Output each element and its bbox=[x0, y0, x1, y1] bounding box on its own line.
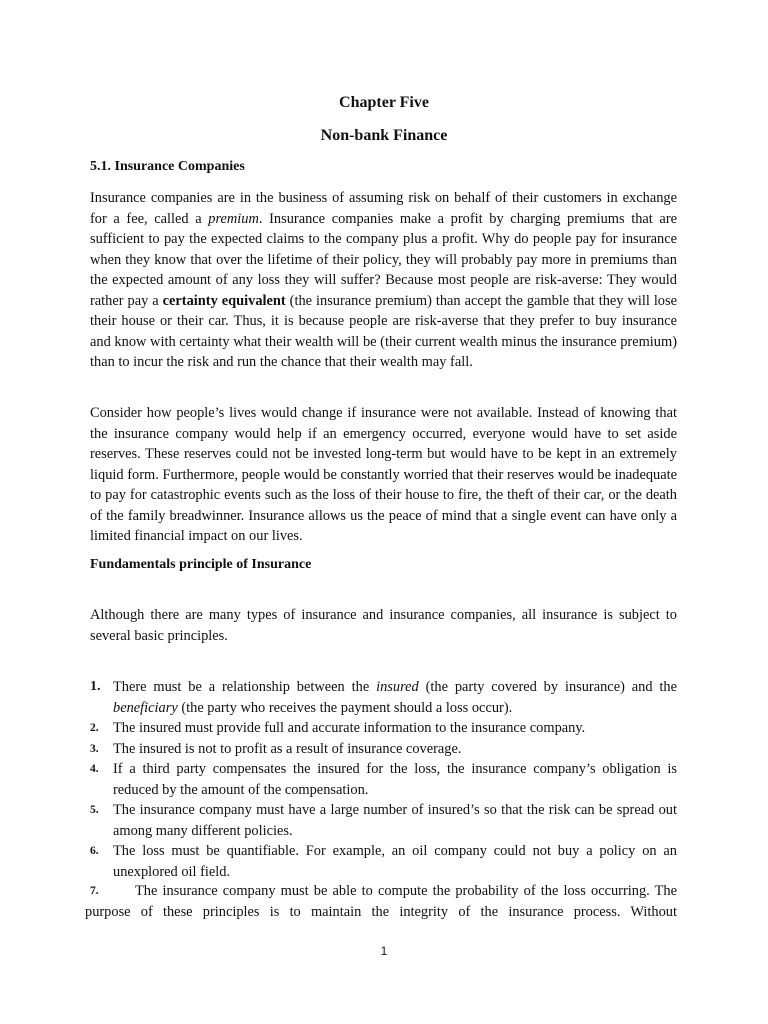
list-item-text: The insured is not to profit as a result of insurance coverage. bbox=[113, 740, 462, 757]
list-item: 1. There must be a relationship between the insured (the party covered by insurance) and the beneficiary (the party who receives the payment should a loss occur). bbox=[90, 679, 677, 716]
list-item-number: 6. bbox=[90, 845, 99, 857]
principles-intro: Although there are many types of insurance and insurance companies, all insurance is subject to several basic principles. bbox=[90, 607, 677, 644]
list-item-number: 3. bbox=[90, 742, 99, 755]
list-item bbox=[90, 841, 677, 882]
page-number: 1 bbox=[380, 944, 388, 958]
paragraph-insurance-intro: Insurance companies are in the business of assuming risk on behalf of their customers in exchange for a fee, called a premium. Insurance companies make a profit by charging premiums that are sufficient to pay the expected claims to the company plus a profit. Why do people pay for insurance when they know that over the lifetime of their policy, they will probably pay more in premiums than the expected amount of any loss they will suffer? Because most people are risk-averse: They would rather pay a certainty equivalent (the insurance premium) than accept the gamble that they will lose their house or their car. Thus, it is because people are risk-averse that they prefer to buy insurance and know with certainty what their wealth will be (their current wealth minus the insurance premium) than to incur the risk and run the chance that their wealth may fall. bbox=[90, 190, 678, 370]
continuation-text: The purpose of these principles is to maintain the integrity of the insurance process. Without bbox=[85, 883, 677, 920]
principles-list bbox=[90, 677, 677, 882]
list-item bbox=[90, 800, 677, 841]
principles-heading: Fundamentals principle of Insurance bbox=[90, 557, 312, 572]
list-item-text: The insured must provide full and accurate information to the insurance company. bbox=[113, 720, 586, 736]
section-heading: 5.1. Insurance Companies bbox=[90, 159, 245, 174]
list-item-7 bbox=[85, 881, 677, 922]
chapter-subtitle: Non-bank Finance bbox=[320, 127, 448, 144]
list-item bbox=[90, 759, 677, 800]
list-item-number: 1. bbox=[90, 679, 101, 694]
list-item-number: 2. bbox=[90, 722, 99, 734]
chapter-title: Chapter Five bbox=[339, 94, 429, 111]
list-item-text: The loss must be quantifiable. For example, an oil company could not buy a policy on an unexplored oil field. bbox=[113, 843, 677, 880]
list-item-number: 5. bbox=[90, 804, 99, 816]
list-item-text: The insurance company must have a large number of insured’s so that the risk can be spread out among many different policies. bbox=[113, 802, 677, 839]
term-certainty-equivalent: certainty equivalent bbox=[162, 292, 286, 309]
list-item-text: The insurance company must be able to compute the probability of the loss occurring. bbox=[135, 883, 650, 899]
list-item-text: If a third party compensates the insured for the loss, the insurance company’s obligation is reduced by the amount of the compensation. bbox=[113, 761, 677, 798]
list-item-number: 7. bbox=[90, 885, 99, 897]
list-item bbox=[90, 739, 677, 760]
list-item bbox=[90, 718, 677, 739]
paragraph-without-insurance: Consider how people’s lives would change if insurance were not available. Instead of knowing that the insurance company would help if an emergency occurred, everyone would have to set aside reserves. These reserves could not be invested long-term but would have to be kept in an extremely liquid form. Furthermore, people would be constantly worried that their reserves would be inadequate to pay for catastrophic events such as the loss of their house to fire, the theft of their car, or the death of the family breadwinner. Insurance allows us the peace of mind that a single event can have only a limited financial impact on our lives. bbox=[90, 405, 677, 544]
term-beneficiary: beneficiary bbox=[113, 699, 178, 716]
term-insured: insured bbox=[376, 679, 419, 695]
term-premium: premium bbox=[208, 210, 259, 227]
list-item-number: 4. bbox=[90, 763, 99, 775]
